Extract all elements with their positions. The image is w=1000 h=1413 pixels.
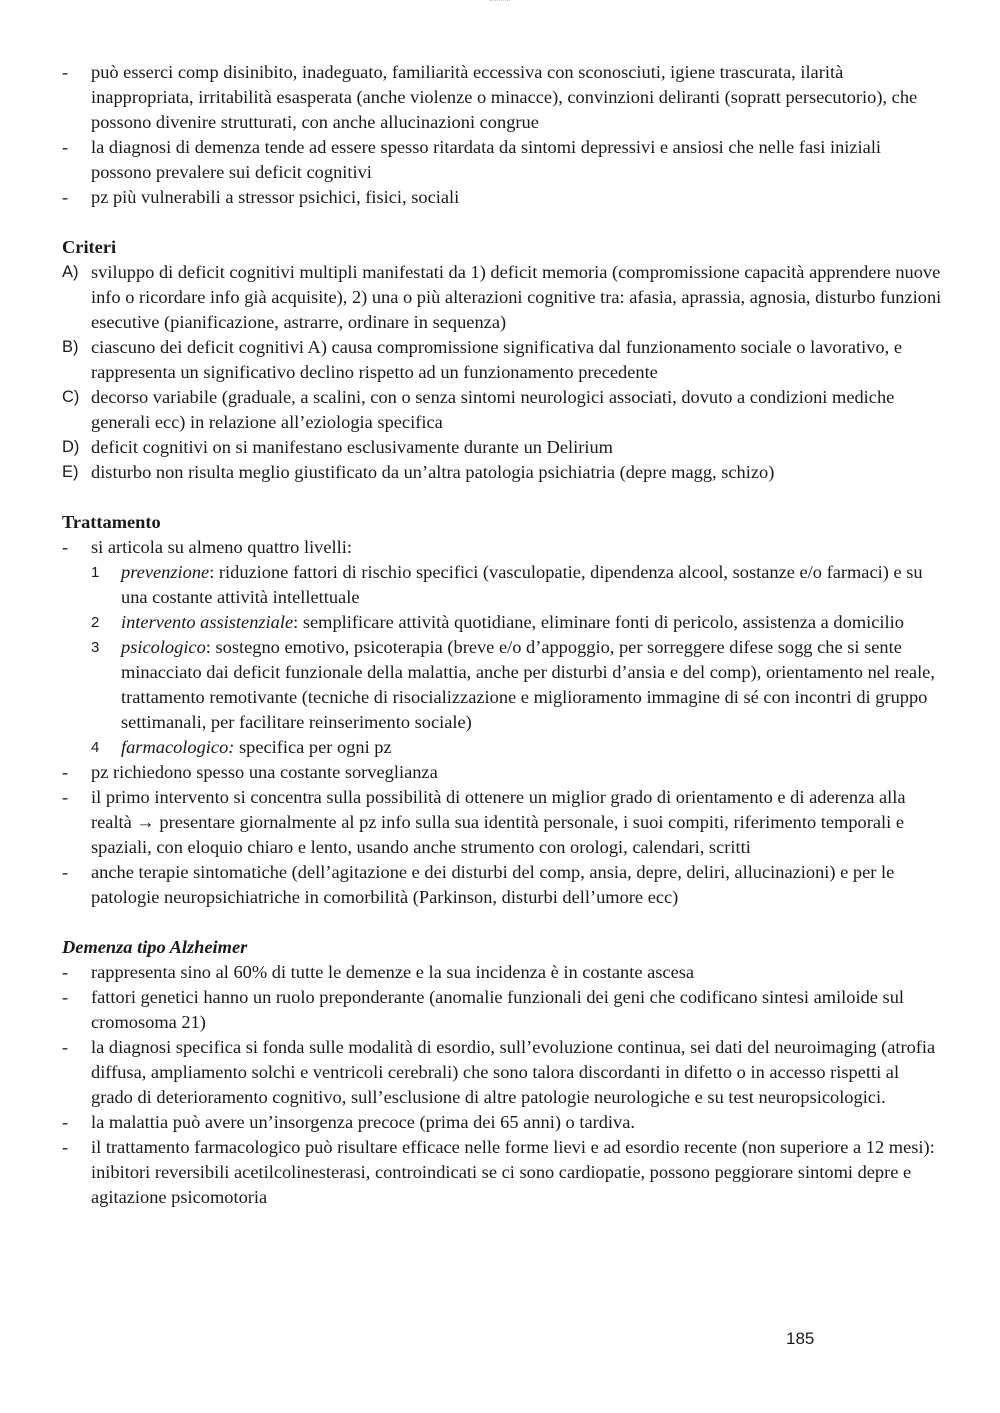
list-item — [62, 785, 942, 860]
list-item — [62, 860, 942, 910]
list-item — [62, 185, 942, 210]
bullet-text: pz richiedono spesso una costante sorveglianza — [91, 762, 438, 782]
bullet-text: anche terapie sintomatiche (dell’agitazione e dei disturbi del comp, ansia, depre, deliri, allucinazioni) e per le patologie neuropsichiatriche in comorbilità (Parkinson, disturbi dell’umore ecc) — [91, 862, 895, 907]
bullet-marker: - — [62, 762, 69, 782]
criteria-marker: A) — [62, 263, 79, 281]
bullet-marker: - — [62, 187, 69, 207]
bullet-text: si articola su almeno quattro livelli: — [91, 537, 352, 557]
level-number: 3 — [91, 639, 100, 656]
criteria-item — [62, 385, 942, 435]
level-description: : sostegno emotivo, psicoterapia (breve e/o d’appoggio, per sorreggere difese sogg che si sente minacciato dai deficit funzionale della malattia, anche per disturbi d’ansia e del comp), orientamento nel reale, trattamento remotivante (tecniche di risocializzazione e miglioramento immagine di sé con incontri di gruppo settimanali, per facilitare reinserimento sociale) — [121, 637, 935, 732]
level-text — [121, 610, 942, 635]
bullet-marker: - — [62, 62, 69, 82]
list-item — [62, 985, 942, 1035]
level-item — [91, 635, 942, 735]
level-text — [121, 735, 942, 760]
bullet-text: il primo intervento si concentra sulla possibilità di ottenere un miglior grado di orientamento e di aderenza alla realtà → presentare giornalmente al pz info sulla sua identità personale, i suoi compiti, riferimento temporali e spaziali, con eloquio chiaro e lento, usando anche strumento con orologi, calendari, scritti — [91, 787, 906, 857]
criteria-item — [62, 260, 942, 335]
criteria-item — [62, 335, 942, 385]
bullet-text: rappresenta sino al 60% di tutte le demenze e la sua incidenza è in costante ascesa — [91, 962, 695, 982]
level-number: 2 — [91, 614, 100, 631]
level-item — [91, 735, 942, 760]
level-term: intervento assistenziale — [121, 612, 294, 632]
criteria-marker: E) — [62, 463, 79, 481]
bullet-marker: - — [62, 1137, 69, 1157]
list-item — [62, 960, 942, 985]
list-item — [62, 60, 942, 135]
bullet-marker: - — [62, 987, 69, 1007]
page-number: 185 — [786, 1329, 815, 1348]
bullet-marker: - — [62, 787, 69, 807]
header-mark — [490, 0, 510, 4]
list-item — [62, 1035, 942, 1110]
bullet-marker: - — [62, 1037, 69, 1057]
criteria-text: ciascuno dei deficit cognitivi A) causa compromissione significativa dal funzionamento sociale o lavorativo, e rappresenta un significativo declino rispetto ad un funzionamento precedente — [91, 337, 902, 382]
criteria-text: disturbo non risulta meglio giustificato da un’altra patologia psichiatria (depre magg, schizo) — [91, 462, 775, 482]
level-item — [91, 560, 942, 610]
level-term: farmacologico: — [121, 737, 235, 757]
bullet-marker: - — [62, 962, 69, 982]
bullet-text: il trattamento farmacologico può risultare efficace nelle forme lievi e ad esordio recente (non superiore a 12 mesi): inibitori reversibili acetilcolinesterasi, controindicati se ci sono cardiopatie, possono peggiorare sintomi depre e agitazione psicomotoria — [91, 1137, 935, 1207]
section-heading-criteri: Criteri — [62, 237, 117, 257]
criteria-text: decorso variabile (graduale, a scalini, con o senza sintomi neurologici associati, dovuto a condizioni mediche generali ecc) in relazione all’eziologia specifica — [91, 387, 895, 432]
list-item — [62, 760, 942, 785]
section-heading-alzheimer: Demenza tipo Alzheimer — [62, 937, 248, 957]
list-item — [62, 1135, 942, 1210]
criteria-marker: D) — [62, 438, 80, 456]
list-item — [62, 135, 942, 185]
bullet-text: la diagnosi di demenza tende ad essere spesso ritardata da sintomi depressivi e ansiosi che nelle fasi iniziali possono prevalere sui deficit cognitivi — [91, 137, 882, 182]
bullet-text: la malattia può avere un’insorgenza precoce (prima dei 65 anni) o tardiva. — [91, 1112, 635, 1132]
bullet-text: pz più vulnerabili a stressor psichici, fisici, sociali — [91, 187, 460, 207]
section-heading-trattamento: Trattamento — [62, 512, 161, 532]
list-item — [62, 535, 942, 560]
bullet-marker: - — [62, 137, 69, 157]
criteria-text: sviluppo di deficit cognitivi multipli manifestati da 1) deficit memoria (compromissione capacità apprendere nuove info o ricordare info già acquisite), 2) una o più alterazioni cognitive tra: afasia, aprassia, agnosia, disturbo funzioni esecutive (pianificazione, astrarre, ordinare in sequenza) — [91, 262, 942, 332]
criteria-marker: C) — [62, 388, 80, 406]
criteria-text: deficit cognitivi on si manifestano esclusivamente durante un Delirium — [91, 437, 613, 457]
level-number: 1 — [91, 564, 100, 581]
level-term: psicologico — [121, 637, 206, 657]
page-content — [62, 60, 942, 1210]
list-item — [62, 1110, 942, 1135]
level-number: 4 — [91, 739, 100, 756]
level-item — [91, 610, 942, 635]
criteria-item — [62, 460, 942, 485]
criteria-item — [62, 435, 942, 460]
bullet-text: la diagnosi specifica si fonda sulle modalità di esordio, sull’evoluzione continua, sei dati del neuroimaging (atrofia diffusa, ampliamento solchi e ventricoli cerebrali) che sono talora discordanti in difetto o in accesso rispetti al grado di deterioramento cognitivo, sull’esclusione di altre patologie neurologiche e su test neuropsicologici. — [91, 1037, 936, 1107]
bullet-marker: - — [62, 862, 69, 882]
bullet-text: fattori genetici hanno un ruolo preponderante (anomalie funzionali dei geni che codificano sintesi amiloide sul cromosoma 21) — [91, 987, 905, 1032]
bullet-marker: - — [62, 1112, 69, 1132]
bullet-text: può esserci comp disinibito, inadeguato, familiarità eccessiva con sconosciuti, igiene trascurata, ilarità inappropriata, irritabilità esasperata (anche violenze o minacce), convinzioni deliranti (sopratt persecutorio), che possono divenire strutturati, con anche allucinazioni congrue — [91, 62, 918, 132]
level-text — [121, 635, 942, 735]
level-description: specifica per ogni pz — [234, 737, 392, 757]
criteria-marker: B) — [62, 338, 79, 356]
bullet-marker: - — [62, 537, 69, 557]
level-text — [121, 560, 942, 610]
level-description: : semplificare attività quotidiane, eliminare fonti di pericolo, assistenza a domicilio — [293, 612, 904, 632]
level-term: prevenzione — [121, 562, 210, 582]
level-description: : riduzione fattori di rischio specifici (vasculopatie, dipendenza alcool, sostanze e/o farmaci) e su una costante attività intellettuale — [121, 562, 923, 607]
